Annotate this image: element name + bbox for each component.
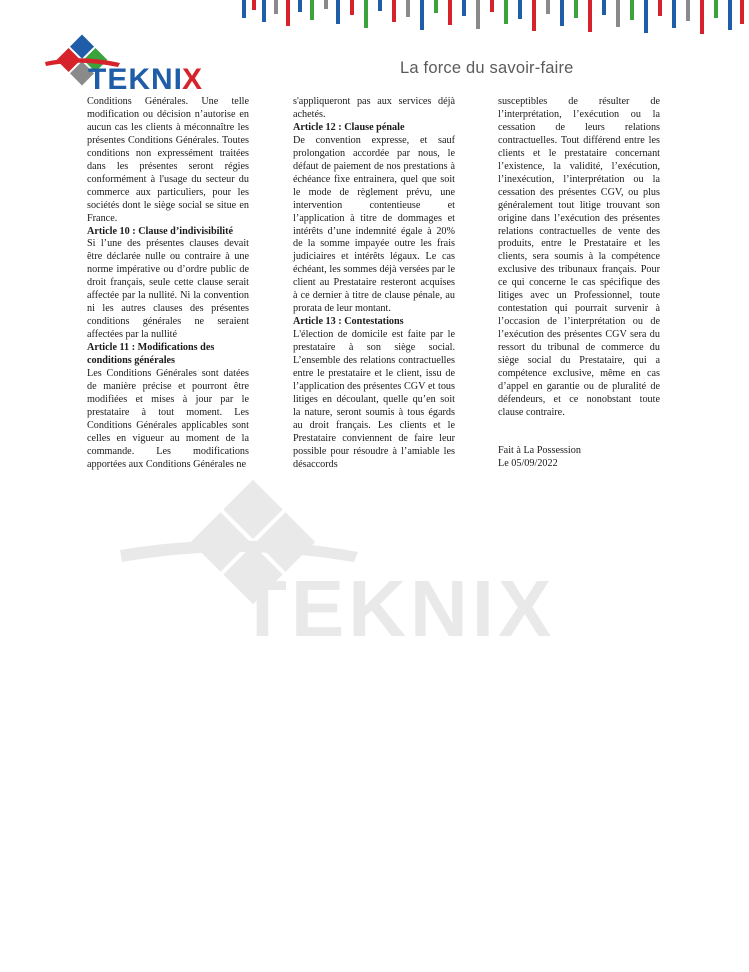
svg-text:TEKNI: TEKNI [88,63,183,96]
paragraph: susceptibles de résulter de l’interprétation, l’exécution ou la cessation de leurs relations contractuelles. Tout différend entre les clients et le prestataire concernant l’existence, la validité, l’exécution, l’inexécution, l’interprétation ou la cessation des présentes CGV, ou plus généralement tout litige trouvant son origine dans l’exécution des présentes relations contractuelles de vente des produits, entre le Prestataire et les clients, sera soumis à la compétence exclusive des tribunaux français. Pour ce qui concerne le cas spécifique des litiges avec un Professionnel, toute contestation qui pourrait survenir à l’occasion de l’interprétation ou de l’exécution des présentes CGV sera du ressort du tribunal de commerce du siège social du Prestataire, qui a compétence exclusive, même en cas d’appel en garantie ou de pluralité de défendeurs, et ce nonobstant toute clause contraire. [498,96,660,418]
paragraph: Conditions Générales. Une telle modification ou décision n’autorise en aucun cas les clients à méconnaître les présentes Conditions Générales. Toutes conditions non expressément traitées dans les présentes seront régies conformément à l'usage du secteur du commerce aux particuliers, pour les sociétés dont le siège social se situe en France. [87,96,249,224]
header-stripes [240,0,749,36]
text-column-2 [293,96,455,472]
paragraph: Si l’une des présentes clauses devait être déclarée nulle ou contraire à une norme impérative ou d’ordre public de droit français, seule cette clause serait affectée par la nullité. Ni la convention ni les autres clauses des présentes conditions générales ne seraient affectées par la nullité [87,238,249,341]
paragraph: De convention expresse, et sauf prolongation accordée par nous, le défaut de paiement de nos prestations à échéance fixe entrainera, quel que soit le mode de règlement prévu, une intervention contentieuse et l’application à titre de dommages et intérêts d’une indemnité égale à 20% de la somme impayée outre les frais judiciaires et intérêts légaux. Le cas échéant, les sommes déjà versées par le client au Prestataire resteront acquises à ce dernier à titre de clause pénale, au prorata de leur montant. [293,134,455,315]
signature-date: Le 05/09/2022 [498,457,558,469]
tagline: La force du savoir-faire [400,59,574,77]
svg-text:TEKNIX: TEKNIX [238,564,556,640]
watermark-logo [118,470,628,640]
signature-place: Fait à La Possession [498,444,581,456]
text-column-3 [498,96,660,471]
article-13-heading: Article 13 : Contestations [293,316,404,328]
svg-text:X: X [182,63,203,96]
article-11-heading: Article 11 : Modifications des conditions générales [87,342,215,367]
paragraph: s'appliqueront pas aux services déjà achetés. [293,96,455,120]
article-12-heading: Article 12 : Clause pénale [293,121,405,133]
paragraph: L'élection de domicile est faite par le prestataire à son siège social. L’ensemble des relations contractuelles entre le prestataire et le client, issu de l’application des présentes CGV et tous litiges en découlant, quelle qu’en soit la nature, seront soumis à tous égards au droit français. Les clients et le Prestataire conviennent de faire leur possible pour résoudre à l’amiable les désaccords [293,329,455,470]
article-10-heading: Article 10 : Clause d’indivisibilité [87,225,234,237]
text-column-1 [87,96,249,472]
paragraph: Les Conditions Générales sont datées de manière précise et pourront être modifiées et mises à jour par le prestataire à tout moment. Les Conditions Générales applicables sont celles en vigueur au moment de la commande. Les modifications apportées aux Conditions Générales ne [87,368,249,470]
teknix-logo [40,26,215,96]
